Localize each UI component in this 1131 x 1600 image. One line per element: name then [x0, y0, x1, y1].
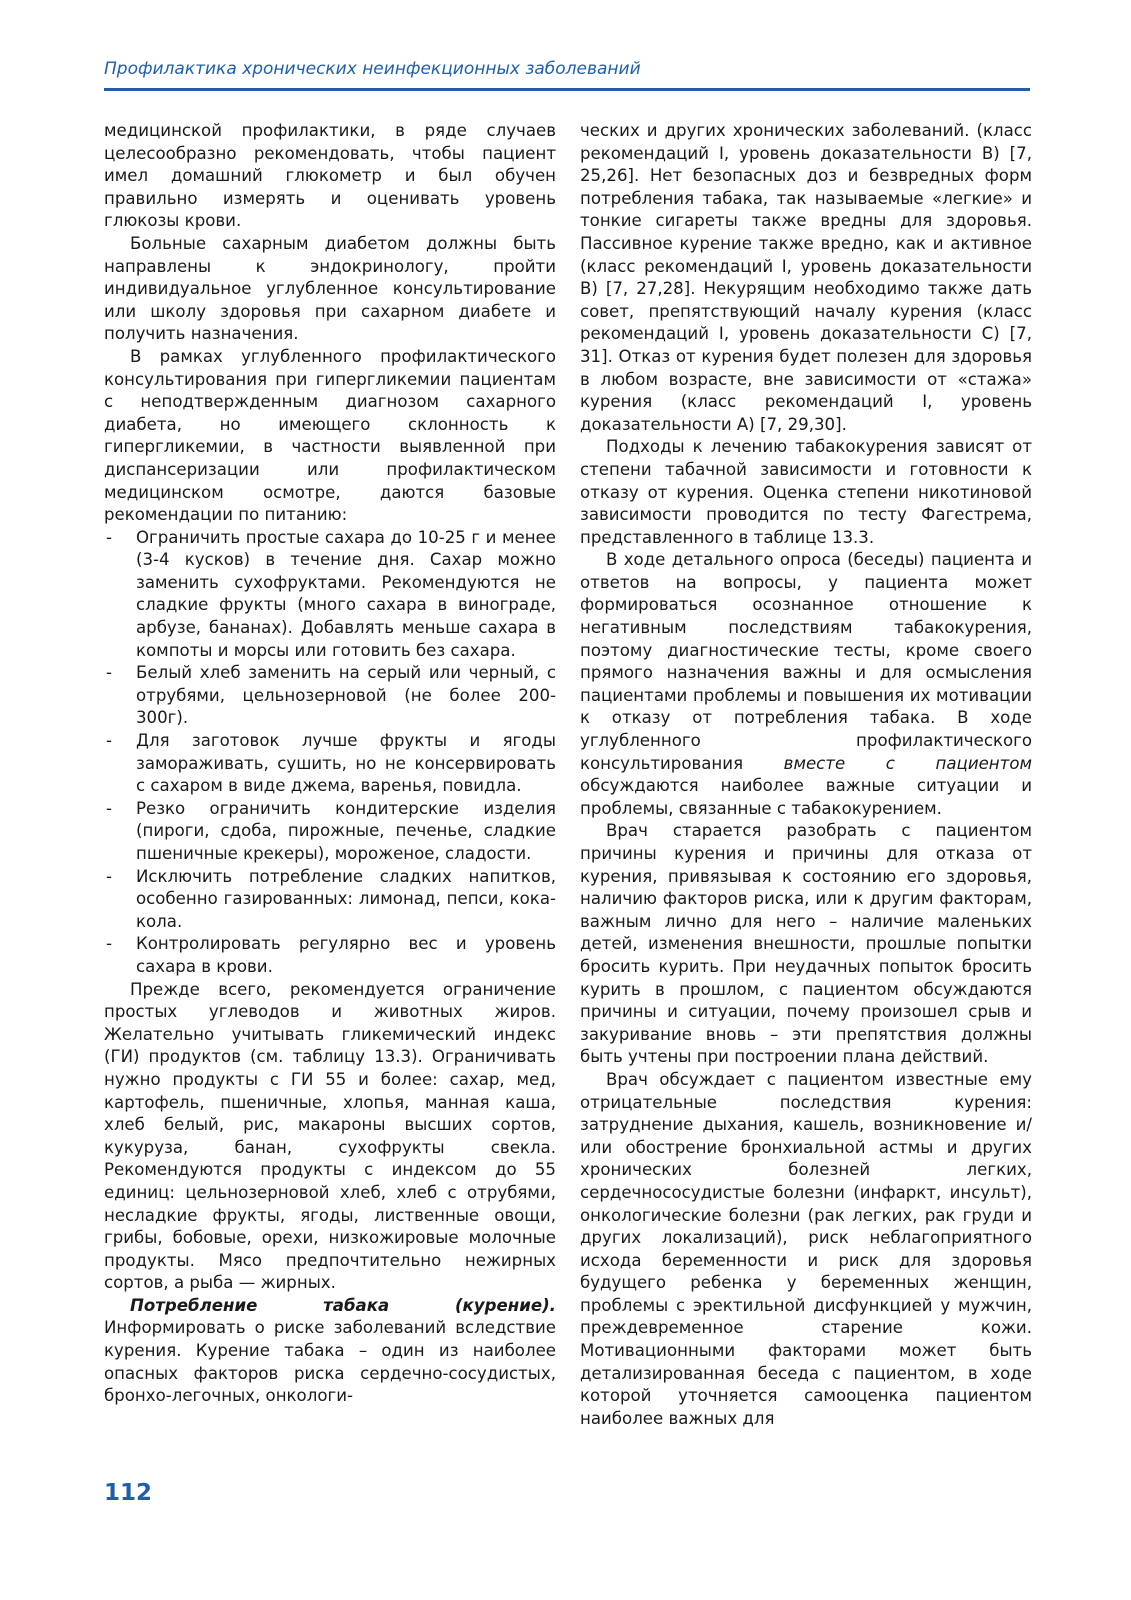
- page-number: 112: [104, 1480, 153, 1506]
- left-column: [104, 120, 556, 1408]
- left-paragraph-5: [104, 1295, 556, 1408]
- list-item: - Ограничить простые сахара до 10-25 г и менее (3-4 кусков) в течение дня. Сахар можно заменить сухофруктами. Рекомендуются не сладкие фрукты (много сахара в винограде, арбузе, бананах). Добавлять меньше сахара в компоты и морсы или готовить без сахара.: [104, 527, 556, 663]
- right-column: [580, 120, 1032, 1430]
- list-item: - Резко ограничить кондитерские изделия (пироги, сдоба, пирожные, печенье, сладкие пшеничные крекеры), мороженое, сладости.: [104, 798, 556, 866]
- list-item: - Контролировать регулярно вес и уровень сахара в крови.: [104, 933, 556, 978]
- list-item: - Исключить потребление сладких напитков, особенно газированных: лимонад, пепси, кока-кола.: [104, 866, 556, 934]
- list-item: - Для заготовок лучше фрукты и ягоды замораживать, сушить, но не консервировать с сахаром в виде джема, варенья, повидла.: [104, 730, 556, 798]
- left-paragraph-3: В рамках углубленного профилактического консультирования при гипергликемии пациентам с неподтвержденным диагнозом сахарного диабета, но имеющего склонность к гипергликемии, в частности выявленной при диспансеризации или профилактическом медицинском осмотре, даются базовые рекомендации по питанию:: [104, 346, 556, 525]
- right-paragraph-2: Подходы к лечению табакокурения зависят от степени табачной зависимости и готовности к отказу от курения. Оценка степени никотиновой зависимости проводится по тесту Фагестрема, представленного в таблице 13.3.: [580, 437, 1032, 547]
- left-paragraph-1: медицинской профилактики, в ряде случаев целесообразно рекомендовать, чтобы пациент имел домашний глюкометр и был обучен правильно измерять и оценивать уровень глюкозы крови.: [104, 121, 556, 231]
- right-paragraph-3: [580, 549, 1032, 820]
- left-paragraph-5-text: Информировать о риске заболеваний вследствие курения. Курение табака – один из наиболее опасных факторов риска сердечно-сосудистых, бронхо-легочных, онкологи-: [104, 1318, 556, 1406]
- right-paragraph-4: Врач старается разобрать с пациентом причины курения и причины для отказа от курения, привязывая к состоянию его здоровья, наличию факторов риска, или к другим факторам, важным лично для него – наличие маленьких детей, изменения внешности, прошлые попытки бросить курить. При неудачных попыток бросить курить в прошлом, с пациентом обсуждаются причины и ситуации, почему произошел срыв и закуривание вновь – эти препятствия должны быть учтены при построении плана действий.: [580, 821, 1032, 1067]
- running-header-title: Профилактика хронических неинфекционных заболеваний: [104, 59, 641, 79]
- right-paragraph-3-a: В ходе детального опроса (беседы) пациента и ответов на вопросы, у пациента может формироваться осознанное отношение к негативным последствиям табакокурения, поэтому диагностические тесты, кроме своего прямого назначения важны и для осмысления пациентами проблемы и повышения их мотивации к отказу от потребления табака. В ходе углубленного профилактического консультирования: [580, 550, 1032, 773]
- running-header: [104, 58, 1030, 80]
- left-paragraph-2: Больные сахарным диабетом должны быть направлены к эндокринологу, пройти индивидуальное углубленное консультирование или школу здоровья при сахарном диабете и получить назначения.: [104, 233, 556, 344]
- nutrition-recommendations-list: [104, 527, 556, 979]
- right-paragraph-3-emphasis: вместе с пациентом: [783, 753, 1032, 773]
- right-paragraph-1: ческих и других хронических заболеваний. (класс рекомендаций I, уровень доказательности В) [7, 25,26]. Нет безопасных доз и безвредных форм потребления табака, так называемые «легкие» и тонкие сигареты также вредны для здоровья. Пассивное курение также вредно, как и активное (класс рекомендаций I, уровень доказательности В) [7, 27,28]. Некурящим необходимо также дать совет, препятствующий началу курения (класс рекомендаций I, уровень доказательности С) [7, 31]. Отказ от курения будет полезен для здоровья в любом возрасте, вне зависимости от «стажа» курения (класс рекомендаций I, уровень доказательности А) [7, 29,30].: [580, 121, 1032, 434]
- list-item: - Белый хлеб заменить на серый или черный, с отрубями, цельнозерновой (не более 200-300г).: [104, 662, 556, 730]
- header-divider: [104, 88, 1030, 91]
- right-paragraph-3-b: обсуждаются наиболее важные ситуации и проблемы, связанные с табакокурением.: [580, 776, 1032, 818]
- left-paragraph-4: Прежде всего, рекомендуется ограничение простых углеводов и животных жиров. Желательно учитывать гликемический индекс (ГИ) продуктов (см. таблицу 13.3). Ограничивать нужно продукты с ГИ 55 и более: сахар, мед, картофель, пшеничные, хлопья, манная каша, хлеб белый, рис, макароны высших сортов, кукуруза, банан, сухофрукты свекла. Рекомендуются продукты с индексом до 55 единиц: цельнозерновой хлеб, хлеб с отрубями, несладкие фрукты, ягоды, лиственные овощи, грибы, бобовые, орехи, низкожировые молочные продукты. Мясо предпочтительно нежирных сортов, а рыба — жирных.: [104, 979, 556, 1293]
- right-paragraph-5: Врач обсуждает с пациентом известные ему отрицательные последствия курения: затруднение дыхания, кашель, возникновение и/или обострение бронхиальной астмы и других хронических болезней легких, сердечнососудистые болезни (инфаркт, инсульт), онкологические болезни (рак легких, рак груди и других локализаций), риск неблагоприятного исхода беременности и риск для здоровья будущего ребенка у беременных женщин, проблемы с эректильной дисфункцией у мужчин, преждевременное старение кожи. Мотивационными факторами может быть детализированная беседа с пациентом, в ходе которой уточняется самооценка пациентом наиболее важных для: [580, 1069, 1032, 1428]
- section-lead-tobacco: Потребление табака (курение).: [130, 1295, 556, 1315]
